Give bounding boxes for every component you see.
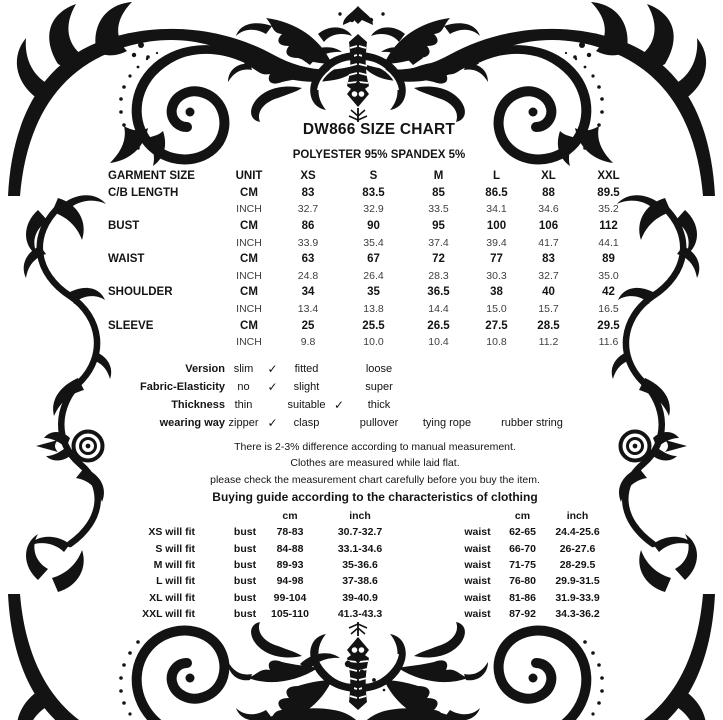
size-row	[108, 218, 642, 235]
check-mark-icon: ✓	[267, 415, 278, 430]
buying-guide-row	[95, 606, 615, 622]
row-label: SHOULDER	[108, 286, 173, 299]
bust-cm-range: 99-104	[273, 591, 307, 604]
attribute-option: slim	[233, 362, 254, 375]
attribute-label: Version	[185, 362, 225, 375]
attribute-option: zipper	[228, 416, 259, 429]
value-cell: 90	[367, 220, 380, 233]
value-cell: 44.1	[598, 236, 619, 249]
bust-word: bust	[233, 607, 257, 620]
buying-guide-row	[95, 589, 615, 605]
column-header: XXL	[597, 170, 620, 183]
value-cell: 40	[542, 286, 555, 299]
size-fit-label: M will fit	[153, 559, 195, 572]
bust-word: bust	[233, 542, 257, 555]
unit-cell: CM	[240, 186, 258, 199]
value-cell: 33.9	[297, 236, 319, 249]
unit-cell: INCH	[236, 236, 262, 249]
waist-inch-range: 28-29.5	[559, 559, 596, 572]
value-cell: 29.5	[597, 319, 620, 332]
waist-inch-range: 26-27.6	[559, 542, 596, 555]
column-header: XL	[541, 170, 556, 183]
column-header: cm	[514, 510, 531, 523]
bust-cm-range: 89-93	[276, 559, 304, 572]
size-chart-header-row	[108, 168, 642, 185]
bust-word: bust	[233, 526, 257, 539]
waist-inch-range: 24.4-25.6	[555, 526, 600, 539]
column-header: cm	[282, 510, 298, 523]
waist-cm-range: 76-80	[509, 575, 536, 588]
buying-guide-heading: Buying guide according to the characteristics of clothing	[212, 490, 538, 505]
attribute-row	[95, 396, 580, 414]
attribute-option: suitable	[287, 398, 326, 411]
check-mark-icon: ✓	[267, 379, 278, 394]
attribute-option: super	[365, 380, 393, 393]
bust-word: bust	[233, 591, 257, 604]
unit-cell: INCH	[236, 269, 262, 282]
value-cell: 89	[602, 253, 615, 266]
value-cell: 34.1	[486, 203, 507, 216]
attribute-option: thin	[234, 398, 253, 411]
bust-cm-range: 105-110	[271, 607, 309, 620]
note-line: please check the measurement chart carefully before you buy the item.	[210, 473, 540, 486]
waist-inch-range: 29.9-31.5	[555, 575, 600, 588]
attribute-label: Thickness	[171, 398, 225, 411]
size-fit-label: XL will fit	[149, 591, 195, 604]
waist-cm-range: 66-70	[509, 542, 536, 555]
value-cell: 26.5	[427, 319, 450, 332]
bust-inch-range: 39-40.9	[342, 591, 378, 604]
value-cell: 95	[432, 220, 445, 233]
check-mark-icon: ✓	[267, 361, 278, 376]
bust-inch-range: 41.3-43.3	[337, 607, 383, 620]
bust-inch-range: 35-36.6	[342, 559, 378, 572]
size-fit-label: L will fit	[156, 575, 195, 588]
value-cell: 33.5	[428, 203, 449, 216]
value-cell: 13.4	[297, 303, 319, 316]
value-cell: 85	[432, 186, 445, 199]
row-label: WAIST	[108, 253, 145, 266]
attribute-option: rubber string	[501, 416, 563, 429]
value-cell: 41.7	[538, 236, 559, 249]
value-cell: 15.7	[538, 303, 559, 316]
value-cell: 106	[538, 220, 559, 233]
value-cell: 35	[367, 286, 380, 299]
buying-guide-row	[95, 524, 615, 540]
value-cell: 100	[486, 220, 507, 233]
value-cell: 88	[542, 186, 555, 199]
value-cell: 42	[602, 286, 615, 299]
row-label: SLEEVE	[108, 319, 154, 332]
value-cell: 86	[301, 220, 315, 233]
size-fit-label: XS will fit	[148, 526, 195, 539]
value-cell: 77	[490, 253, 503, 266]
unit-cell: CM	[240, 319, 258, 332]
column-header: UNIT	[235, 170, 263, 183]
value-cell: 83	[542, 253, 555, 266]
size-row	[108, 317, 642, 334]
column-header: XS	[300, 170, 316, 183]
value-cell: 28.3	[428, 269, 449, 282]
column-header: inch	[349, 510, 371, 523]
value-cell: 37.4	[428, 236, 449, 249]
value-cell: 10.8	[486, 336, 507, 349]
fabric-composition: POLYESTER 95% SPANDEX 5%	[292, 149, 466, 161]
attribute-option: slight	[293, 380, 320, 393]
value-cell: 26.4	[363, 269, 384, 282]
attribute-label: wearing way	[159, 416, 225, 429]
waist-word: waist	[464, 591, 491, 604]
note-line: There is 2-3% difference according to manual measurement.	[234, 441, 516, 453]
value-cell: 11.2	[538, 336, 559, 349]
row-label: C/B LENGTH	[108, 186, 179, 199]
value-cell: 67	[367, 253, 380, 266]
measurement-notes	[95, 439, 655, 506]
value-cell: 14.4	[428, 303, 449, 316]
bust-cm-range: 78-83	[276, 526, 304, 539]
size-row	[108, 334, 642, 351]
value-cell: 13.8	[363, 303, 384, 316]
waist-word: waist	[464, 526, 491, 539]
value-cell: 35.0	[598, 269, 619, 282]
bust-inch-range: 30.7-32.7	[337, 526, 383, 539]
attributes-table	[95, 360, 580, 432]
unit-cell: CM	[240, 253, 258, 266]
attribute-option: loose	[365, 362, 393, 375]
size-row	[108, 234, 642, 251]
value-cell: 30.3	[486, 269, 507, 282]
attribute-option: fitted	[294, 362, 319, 375]
column-header: inch	[566, 510, 589, 523]
waist-cm-range: 71-75	[509, 559, 536, 572]
attribute-row	[95, 378, 580, 396]
value-cell: 34	[301, 286, 315, 299]
unit-cell: CM	[240, 286, 258, 299]
value-cell: 25	[301, 319, 315, 332]
value-cell: 72	[432, 253, 445, 266]
size-row	[108, 201, 642, 218]
check-mark-icon: ✓	[333, 397, 345, 412]
value-cell: 89.5	[597, 186, 620, 199]
value-cell: 10.0	[363, 336, 384, 349]
waist-inch-range: 34.3-36.2	[555, 607, 600, 620]
value-cell: 35.4	[363, 236, 384, 249]
attribute-row	[95, 414, 580, 432]
row-label: BUST	[108, 220, 140, 233]
page-title: DW866 SIZE CHART	[302, 121, 456, 138]
value-cell: 36.5	[427, 286, 450, 299]
value-cell: 32.7	[297, 203, 319, 216]
note-line: Clothes are measured while laid flat.	[290, 457, 460, 470]
value-cell: 35.2	[598, 203, 619, 216]
column-header: GARMENT SIZE	[108, 170, 195, 183]
size-fit-label: S will fit	[155, 542, 195, 555]
bust-word: bust	[233, 559, 257, 572]
value-cell: 25.5	[362, 319, 385, 332]
value-cell: 32.9	[363, 203, 384, 216]
value-cell: 27.5	[485, 319, 508, 332]
value-cell: 16.5	[598, 303, 619, 316]
attribute-option: clasp	[293, 416, 320, 429]
column-header: L	[492, 170, 501, 183]
bust-inch-range: 37-38.6	[342, 575, 378, 588]
waist-word: waist	[464, 607, 491, 620]
attribute-option: pullover	[359, 416, 399, 429]
waist-cm-range: 87-92	[509, 607, 536, 620]
value-cell: 9.8	[300, 336, 316, 349]
value-cell: 38	[490, 286, 503, 299]
size-row	[108, 251, 642, 268]
value-cell: 83	[301, 186, 315, 199]
bust-cm-range: 84-88	[276, 542, 304, 555]
attribute-label: Fabric-Elasticity	[140, 380, 225, 393]
unit-cell: INCH	[236, 203, 262, 216]
value-cell: 32.7	[538, 269, 559, 282]
size-row	[108, 268, 642, 285]
value-cell: 11.6	[598, 336, 619, 349]
value-cell: 24.8	[297, 269, 319, 282]
bust-word: bust	[233, 575, 257, 588]
value-cell: 112	[599, 220, 618, 233]
bust-inch-range: 33.1-34.6	[337, 542, 383, 555]
buying-guide-table	[95, 508, 615, 622]
buying-guide-header-row	[95, 508, 615, 524]
buying-guide-row	[95, 573, 615, 589]
value-cell: 34.6	[538, 203, 559, 216]
waist-cm-range: 62-65	[509, 526, 536, 539]
unit-cell: CM	[240, 220, 258, 233]
size-fit-label: XXL will fit	[142, 607, 195, 620]
waist-cm-range: 81-86	[509, 591, 536, 604]
value-cell: 10.4	[428, 336, 449, 349]
value-cell: 86.5	[485, 186, 508, 199]
waist-word: waist	[464, 542, 491, 555]
size-row	[108, 284, 642, 301]
unit-cell: INCH	[236, 336, 262, 349]
size-chart-table	[108, 168, 642, 351]
waist-word: waist	[464, 575, 491, 588]
attribute-row	[95, 360, 580, 378]
value-cell: 28.5	[537, 319, 560, 332]
attribute-option: no	[237, 380, 250, 393]
waist-word: waist	[464, 559, 491, 572]
waist-inch-range: 31.9-33.9	[555, 591, 600, 604]
attribute-option: tying rope	[422, 416, 472, 429]
value-cell: 39.4	[486, 236, 507, 249]
column-header: S	[369, 170, 378, 183]
size-row	[108, 301, 642, 318]
bust-cm-range: 94-98	[276, 575, 304, 588]
size-row	[108, 185, 642, 202]
value-cell: 63	[301, 253, 315, 266]
unit-cell: INCH	[236, 303, 262, 316]
buying-guide-row	[95, 557, 615, 573]
buying-guide-row	[95, 541, 615, 557]
value-cell: 83.5	[362, 186, 385, 199]
value-cell: 15.0	[486, 303, 507, 316]
column-header: M	[433, 170, 444, 183]
attribute-option: thick	[367, 398, 391, 411]
